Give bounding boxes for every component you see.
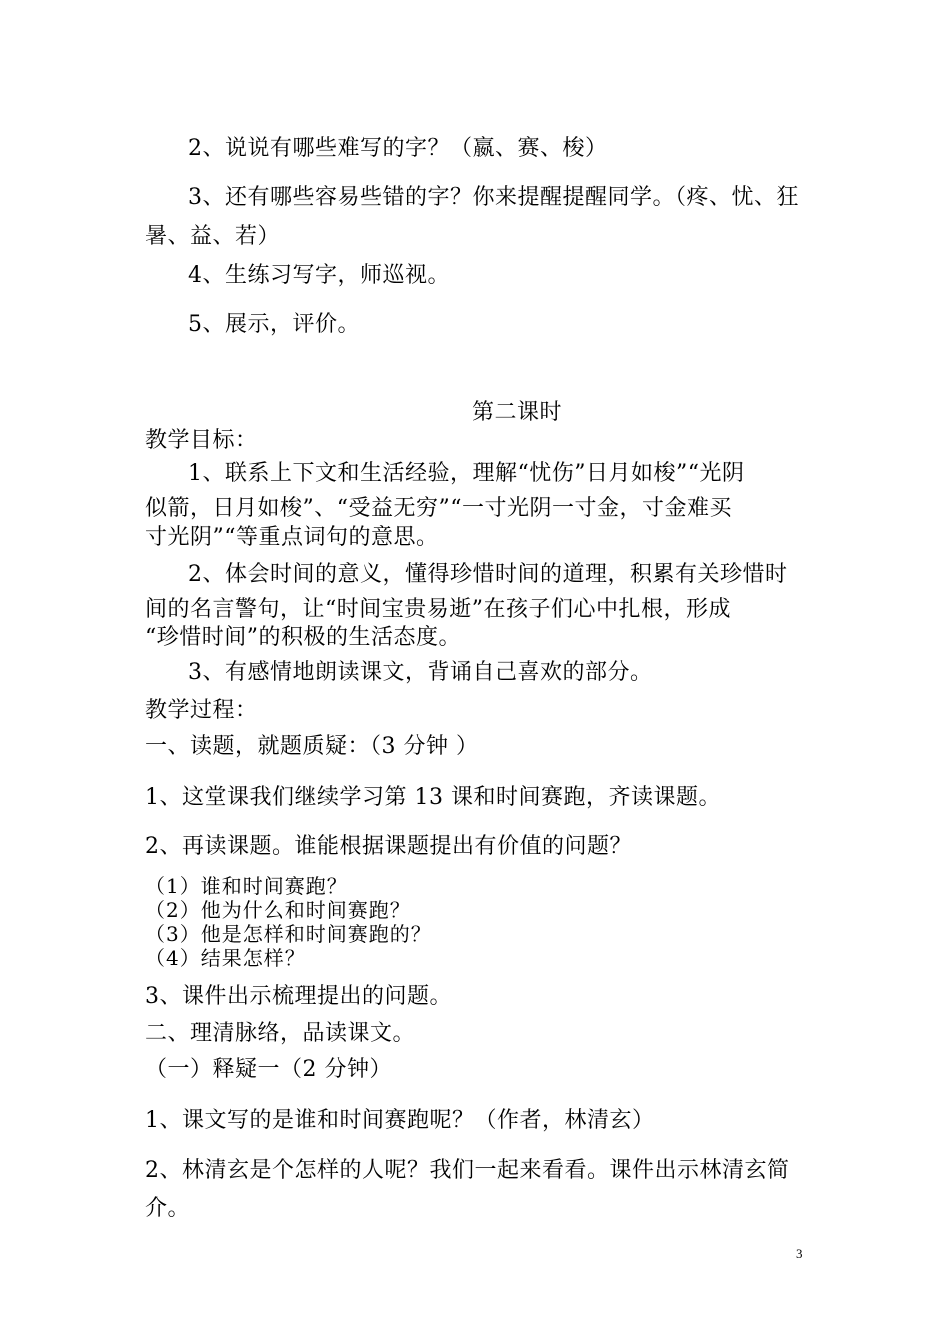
paragraph-line: 介。 xyxy=(145,1196,191,1221)
list-item: （3）他是怎样和时间赛跑的？ xyxy=(145,922,432,946)
paragraph-line: 4、生练习写字，师巡视。 xyxy=(188,263,450,288)
section-heading: 第二课时 xyxy=(472,400,563,425)
paragraph-line: 2、体会时间的意义，懂得珍惜时间的道理，积累有关珍惜时 xyxy=(188,562,788,587)
list-item: （2）他为什么和时间赛跑？ xyxy=(145,898,411,922)
paragraph-line: 3、课件出示梳理提出的问题。 xyxy=(145,984,452,1009)
page-number: 3 xyxy=(796,1246,803,1261)
paragraph-line: 暑、益、若） xyxy=(145,224,281,249)
list-item: （1）谁和时间赛跑？ xyxy=(145,874,348,898)
paragraph-line: 2、说说有哪些难写的字？（嬴、赛、梭） xyxy=(188,136,608,161)
paragraph-line: 间的名言警句，让“时间宝贵易逝”在孩子们心中扎根，形成 xyxy=(145,597,731,622)
list-item: （4）结果怎样？ xyxy=(145,946,306,970)
paragraph-line: 2、再读课题。谁能根据课题提出有价值的问题？ xyxy=(145,834,632,859)
paragraph-line: 3、还有哪些容易些错的字？你来提醒提醒同学。（疼、忧、狂 xyxy=(188,185,799,210)
paragraph-line: 二、理清脉络，品读课文。 xyxy=(145,1021,416,1046)
paragraph-line: 一、读题，就题质疑：（3 分钟 ） xyxy=(145,734,479,759)
heading: 教学目标： xyxy=(145,428,258,453)
paragraph-line: 似箭，日月如梭”、“受益无穷”“一寸光阴一寸金，寸金难买 xyxy=(145,496,732,521)
paragraph-line: 1、课文写的是谁和时间赛跑呢？（作者，林清玄） xyxy=(145,1108,655,1133)
paragraph-line: （一）释疑一（2 分钟） xyxy=(145,1057,392,1082)
paragraph-line: “珍惜时间”的积极的生活态度。 xyxy=(145,625,461,650)
paragraph-line: 1、联系上下文和生活经验，理解“忧伤”日月如梭”“光阴 xyxy=(188,461,745,486)
paragraph-line: 2、林清玄是个怎样的人呢？我们一起来看看。课件出示林清玄简 xyxy=(145,1158,790,1183)
paragraph-line: 1、这堂课我们继续学习第 13 课和时间赛跑，齐读课题。 xyxy=(145,785,721,810)
heading: 教学过程： xyxy=(145,698,258,723)
paragraph-line: 5、展示，评价。 xyxy=(188,312,360,337)
paragraph-line: 3、有感情地朗读课文，背诵自己喜欢的部分。 xyxy=(188,660,653,685)
paragraph-line: 寸光阴”“等重点词句的意思。 xyxy=(145,525,439,550)
